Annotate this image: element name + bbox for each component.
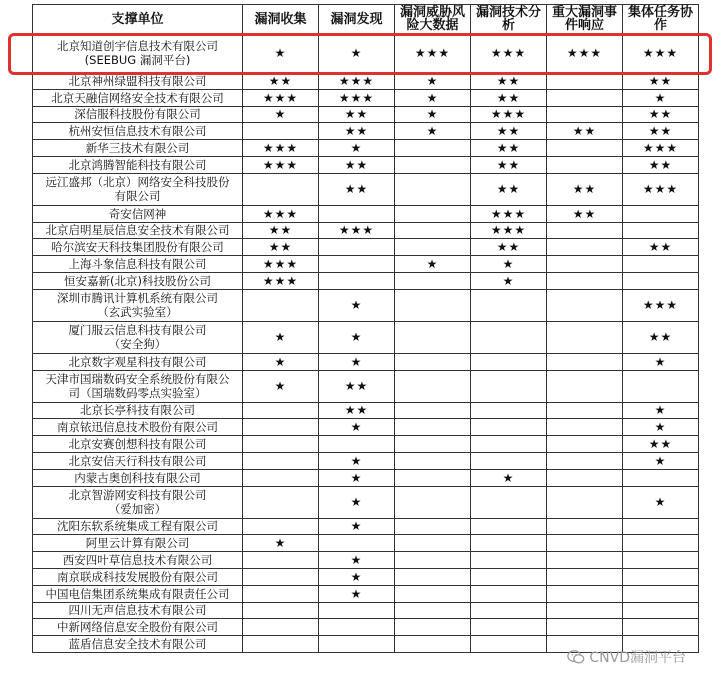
rating-cell (243, 585, 319, 602)
rating-cell: ★ (623, 419, 699, 436)
unit-name-line1: 远江盛邦（北京）网络安全科技股份 (45, 175, 230, 190)
rating-cell (471, 370, 547, 402)
unit-name (33, 568, 243, 585)
header-col-1: 漏洞收集 (243, 5, 319, 34)
rating-cell (547, 486, 623, 518)
wechat-icon (567, 648, 585, 666)
unit-name (33, 636, 243, 653)
rating-cell: ★★★ (243, 156, 319, 173)
rating-cell (243, 636, 319, 653)
rating-cell (395, 436, 471, 453)
rating-cell (547, 106, 623, 123)
unit-name (33, 552, 243, 569)
unit-name (33, 486, 243, 518)
rating-cell: ★ (623, 452, 699, 469)
rating-cell: ★★ (471, 140, 547, 157)
rating-cell: ★ (395, 73, 471, 90)
table-row (33, 619, 699, 636)
rating-cell: ★★★ (471, 34, 547, 73)
rating-cell: ★★ (319, 106, 395, 123)
rating-cell (395, 452, 471, 469)
rating-cell (243, 123, 319, 140)
table-row (33, 205, 699, 222)
unit-name (33, 619, 243, 636)
rating-cell (395, 535, 471, 552)
rating-cell: ★ (395, 89, 471, 106)
rating-cell: ★ (623, 402, 699, 419)
rating-cell: ★ (319, 419, 395, 436)
rating-cell: ★ (243, 106, 319, 123)
rating-cell (395, 602, 471, 619)
rating-cell (395, 402, 471, 419)
table-row (33, 239, 699, 256)
rating-cell: ★ (243, 370, 319, 402)
rating-cell (547, 518, 623, 535)
rating-cell: ★★ (623, 321, 699, 353)
rating-cell (547, 272, 623, 289)
rating-cell: ★★ (471, 239, 547, 256)
rating-cell (547, 321, 623, 353)
rating-cell (547, 436, 623, 453)
table-row (33, 256, 699, 273)
rating-cell: ★★★ (395, 34, 471, 73)
watermark-text: CNVD漏洞平台 (589, 650, 686, 666)
table-row (33, 552, 699, 569)
rating-cell (319, 239, 395, 256)
rating-cell: ★★ (319, 156, 395, 173)
unit-name (33, 518, 243, 535)
rating-cell: ★★ (319, 370, 395, 402)
rating-cell (395, 518, 471, 535)
rating-cell (623, 602, 699, 619)
unit-name-line1: 西安四叶草信息技术有限公司 (62, 553, 213, 568)
rating-cell (471, 289, 547, 321)
rating-cell (471, 419, 547, 436)
rating-cell (395, 222, 471, 239)
rating-cell (395, 568, 471, 585)
unit-name (33, 73, 243, 90)
rating-cell (471, 552, 547, 569)
rating-cell: ★ (395, 256, 471, 273)
rating-cell: ★★★ (547, 34, 623, 73)
unit-name (33, 585, 243, 602)
rating-cell (395, 353, 471, 370)
unit-name (33, 239, 243, 256)
rating-cell (547, 89, 623, 106)
rating-cell: ★★★ (471, 205, 547, 222)
rating-cell (547, 568, 623, 585)
rating-cell: ★★ (623, 106, 699, 123)
table-body (33, 34, 699, 653)
rating-cell (395, 585, 471, 602)
rating-cell (243, 602, 319, 619)
rating-cell: ★★★ (623, 34, 699, 73)
rating-cell (395, 205, 471, 222)
rating-cell (623, 469, 699, 486)
rating-cell (319, 602, 395, 619)
rating-cell (471, 353, 547, 370)
header-unit: 支撑单位 (33, 5, 243, 34)
unit-name (33, 321, 243, 353)
unit-name (33, 353, 243, 370)
unit-name-line1: 南京铱迅信息技术股份有限公司 (57, 420, 218, 435)
rating-cell (319, 436, 395, 453)
rating-cell: ★★★ (319, 89, 395, 106)
rating-cell (471, 486, 547, 518)
rating-cell (471, 452, 547, 469)
rating-cell (623, 205, 699, 222)
header-col-2: 漏洞发现 (319, 5, 395, 34)
rating-cell (395, 321, 471, 353)
rating-cell (471, 535, 547, 552)
rating-cell (395, 239, 471, 256)
table-row (33, 156, 699, 173)
rating-cell (395, 636, 471, 653)
rating-cell (471, 602, 547, 619)
unit-name-line1: 中新网络信息安全股份有限公司 (57, 620, 218, 635)
unit-name-line1: 奇安信网神 (108, 206, 167, 221)
rating-cell: ★★ (623, 436, 699, 453)
table-row (33, 89, 699, 106)
rating-cell: ★★ (623, 123, 699, 140)
rating-cell (623, 552, 699, 569)
rating-cell (471, 619, 547, 636)
unit-name-line1: 恒安嘉新(北京)科技股份公司 (64, 273, 211, 288)
header-col-6: 集体任务协作 (623, 5, 699, 34)
rating-cell (547, 552, 623, 569)
rating-cell (623, 585, 699, 602)
rating-cell (547, 256, 623, 273)
unit-name-line1: 四川无声信息技术有限公司 (68, 603, 207, 618)
rating-cell: ★ (319, 289, 395, 321)
unit-name-line1: 中国电信集团系统集成有限责任公司 (45, 586, 230, 601)
rating-cell: ★★★ (243, 140, 319, 157)
rating-cell (243, 568, 319, 585)
unit-name-line1: 上海斗象信息科技有限公司 (68, 257, 207, 272)
unit-name (33, 469, 243, 486)
rating-cell (547, 239, 623, 256)
table-row (33, 222, 699, 239)
unit-name-line1: 阿里云计算有限公司 (85, 536, 190, 551)
rating-cell: ★ (319, 321, 395, 353)
unit-name-line1: 北京启明星辰信息安全技术有限公司 (45, 223, 230, 238)
rating-cell: ★★ (471, 156, 547, 173)
table-row (33, 452, 699, 469)
unit-name-line1: 天津市国瑞数码安全系统股份有限公 (45, 372, 230, 387)
rating-cell (623, 568, 699, 585)
unit-name-line2: （玄武实验室） (97, 305, 178, 320)
rating-cell: ★ (471, 469, 547, 486)
unit-name-line2: 有限公司 (114, 189, 161, 204)
rating-cell: ★★★ (319, 222, 395, 239)
rating-cell: ★ (243, 321, 319, 353)
rating-cell: ★★ (319, 173, 395, 205)
table-row (33, 73, 699, 90)
unit-name (33, 222, 243, 239)
unit-name (33, 289, 243, 321)
table-row (33, 486, 699, 518)
rating-cell (471, 585, 547, 602)
rating-cell (395, 370, 471, 402)
rating-cell (395, 419, 471, 436)
rating-cell (471, 568, 547, 585)
rating-cell: ★★ (471, 123, 547, 140)
table-row (33, 106, 699, 123)
rating-cell (547, 469, 623, 486)
unit-name-line1: 北京天融信网络安全技术有限公司 (51, 90, 224, 105)
rating-cell (395, 619, 471, 636)
unit-name-line1: 深信服科技股份有限公司 (74, 107, 201, 122)
rating-cell (547, 289, 623, 321)
table-row (33, 436, 699, 453)
rating-cell (623, 619, 699, 636)
unit-name (33, 452, 243, 469)
rating-cell (395, 173, 471, 205)
unit-name-line1: 北京长亭科技有限公司 (80, 403, 195, 418)
table-row (33, 585, 699, 602)
rating-cell (243, 452, 319, 469)
unit-name-line1: 内蒙古奥创科技有限公司 (74, 470, 201, 485)
unit-name (33, 34, 243, 73)
rating-cell: ★ (471, 272, 547, 289)
rating-cell (547, 535, 623, 552)
table-row (33, 568, 699, 585)
rating-cell (395, 140, 471, 157)
rating-cell: ★ (319, 452, 395, 469)
rating-cell: ★ (243, 535, 319, 552)
unit-name-line1: 沈阳东软系统集成工程有限公司 (57, 519, 218, 534)
unit-name-line2: (SEEBUG 漏洞平台) (84, 53, 191, 67)
rating-cell: ★★★ (623, 173, 699, 205)
rating-cell (623, 256, 699, 273)
table-row (33, 289, 699, 321)
unit-name (33, 140, 243, 157)
table-row (33, 370, 699, 402)
rating-cell (547, 353, 623, 370)
table-row (33, 123, 699, 140)
rating-cell: ★★★ (623, 289, 699, 321)
rating-cell (395, 552, 471, 569)
rating-cell: ★★ (243, 222, 319, 239)
rating-cell: ★★ (471, 89, 547, 106)
rating-cell: ★ (243, 34, 319, 73)
unit-name-line1: 杭州安恒信息技术有限公司 (68, 124, 207, 139)
rating-cell: ★★ (243, 73, 319, 90)
unit-name-line1: 厦门服云信息科技有限公司 (68, 323, 207, 338)
watermark (567, 647, 686, 667)
rating-cell (547, 619, 623, 636)
rating-cell (243, 469, 319, 486)
rating-cell (319, 205, 395, 222)
rating-cell: ★★ (319, 123, 395, 140)
unit-name-line1: 北京安信天行科技有限公司 (68, 453, 207, 468)
unit-name (33, 602, 243, 619)
rating-cell: ★ (319, 568, 395, 585)
rating-cell (319, 272, 395, 289)
rating-cell (471, 518, 547, 535)
unit-name (33, 123, 243, 140)
unit-name (33, 272, 243, 289)
unit-name-line1: 北京鸿腾智能科技有限公司 (68, 157, 207, 172)
unit-name-line2: （爱加密） (108, 502, 167, 517)
rating-cell (623, 222, 699, 239)
table-row (33, 469, 699, 486)
table-row-highlighted (33, 34, 699, 73)
unit-name (33, 535, 243, 552)
rating-cell: ★★ (623, 239, 699, 256)
table-row (33, 272, 699, 289)
rating-cell (243, 419, 319, 436)
rating-cell (395, 486, 471, 518)
unit-name (33, 370, 243, 402)
rating-cell (547, 140, 623, 157)
rating-cell (319, 256, 395, 273)
unit-name (33, 436, 243, 453)
rating-cell: ★★ (547, 173, 623, 205)
rating-cell (243, 518, 319, 535)
unit-name-line1: 北京智游网安科技有限公司 (68, 488, 207, 503)
rating-cell (243, 289, 319, 321)
rating-cell (547, 370, 623, 402)
rating-cell: ★ (471, 256, 547, 273)
table-row (33, 321, 699, 353)
rating-cell (243, 486, 319, 518)
rating-cell (243, 173, 319, 205)
rating-cell (243, 402, 319, 419)
unit-name (33, 106, 243, 123)
rating-cell: ★★★ (623, 140, 699, 157)
rating-cell (395, 272, 471, 289)
unit-name-line1: 南京联成科技发展股份有限公司 (57, 569, 218, 584)
rating-cell (243, 436, 319, 453)
rating-cell (471, 636, 547, 653)
unit-name-line1: 北京知道创宇信息技术有限公司 (57, 39, 218, 53)
table-row (33, 602, 699, 619)
rating-cell: ★★ (547, 123, 623, 140)
unit-name-line1: 蓝盾信息安全技术有限公司 (68, 637, 207, 652)
unit-name-line1: 北京神州绿盟科技有限公司 (68, 73, 207, 88)
rating-cell: ★★ (319, 402, 395, 419)
table-row (33, 140, 699, 157)
rating-cell (547, 73, 623, 90)
rating-cell (547, 156, 623, 173)
table-header-row (33, 5, 699, 34)
rating-cell: ★★ (471, 73, 547, 90)
header-col-5: 重大漏洞事件响应 (547, 5, 623, 34)
rating-cell: ★★★ (243, 205, 319, 222)
unit-name (33, 173, 243, 205)
rating-cell (471, 436, 547, 453)
support-units-table (32, 4, 699, 653)
unit-name (33, 402, 243, 419)
rating-cell (547, 222, 623, 239)
rating-cell: ★★★ (471, 106, 547, 123)
unit-name-line1: 深圳市腾讯计算机系统有限公司 (57, 291, 218, 306)
table-row (33, 353, 699, 370)
rating-cell (547, 585, 623, 602)
rating-cell (623, 272, 699, 289)
rating-cell (623, 535, 699, 552)
rating-cell (547, 419, 623, 436)
rating-cell (395, 289, 471, 321)
table-row (33, 419, 699, 436)
unit-name-line1: 北京安赛创想科技有限公司 (68, 437, 207, 452)
rating-cell: ★ (623, 353, 699, 370)
rating-cell: ★ (319, 34, 395, 73)
rating-cell (243, 552, 319, 569)
rating-cell (471, 402, 547, 419)
rating-cell: ★ (319, 585, 395, 602)
unit-name (33, 89, 243, 106)
table-row (33, 173, 699, 205)
unit-name (33, 156, 243, 173)
rating-cell (319, 619, 395, 636)
unit-name-line1: 北京数字观星科技有限公司 (68, 354, 207, 369)
unit-name (33, 205, 243, 222)
rating-cell: ★ (319, 353, 395, 370)
rating-cell: ★★ (243, 239, 319, 256)
table-row (33, 402, 699, 419)
rating-cell: ★★ (623, 156, 699, 173)
rating-cell: ★ (319, 140, 395, 157)
table-row (33, 535, 699, 552)
unit-name-line1: 哈尔滨安天科技集团股份有限公司 (51, 240, 224, 255)
rating-cell: ★★★ (243, 89, 319, 106)
rating-cell: ★★★ (243, 256, 319, 273)
unit-name (33, 256, 243, 273)
unit-name-line2: （安全狗） (108, 337, 167, 352)
rating-cell (623, 518, 699, 535)
unit-name-line1: 新华三技术有限公司 (85, 141, 190, 156)
rating-cell: ★ (319, 518, 395, 535)
rating-cell: ★ (319, 469, 395, 486)
unit-name-line2: 司（国瑞数码零点实验室） (68, 386, 207, 401)
rating-cell: ★★★ (471, 222, 547, 239)
rating-cell: ★ (243, 353, 319, 370)
rating-cell: ★ (319, 486, 395, 518)
rating-cell: ★★★ (243, 272, 319, 289)
rating-cell (319, 636, 395, 653)
table-row (33, 518, 699, 535)
rating-cell: ★★ (547, 205, 623, 222)
rating-cell (547, 452, 623, 469)
rating-cell: ★ (395, 123, 471, 140)
rating-cell (623, 370, 699, 402)
rating-cell: ★ (395, 106, 471, 123)
rating-cell (395, 469, 471, 486)
rating-cell: ★ (319, 552, 395, 569)
rating-cell (395, 156, 471, 173)
rating-cell (319, 535, 395, 552)
rating-cell: ★ (623, 486, 699, 518)
rating-cell (547, 602, 623, 619)
header-col-3: 漏洞威胁风险大数据 (395, 5, 471, 34)
rating-cell (243, 619, 319, 636)
unit-name (33, 419, 243, 436)
rating-cell: ★★ (471, 173, 547, 205)
rating-cell: ★ (623, 89, 699, 106)
rating-cell: ★★★ (319, 73, 395, 90)
rating-cell (471, 321, 547, 353)
header-col-4: 漏洞技术分析 (471, 5, 547, 34)
rating-cell (547, 402, 623, 419)
rating-cell: ★★ (623, 73, 699, 90)
